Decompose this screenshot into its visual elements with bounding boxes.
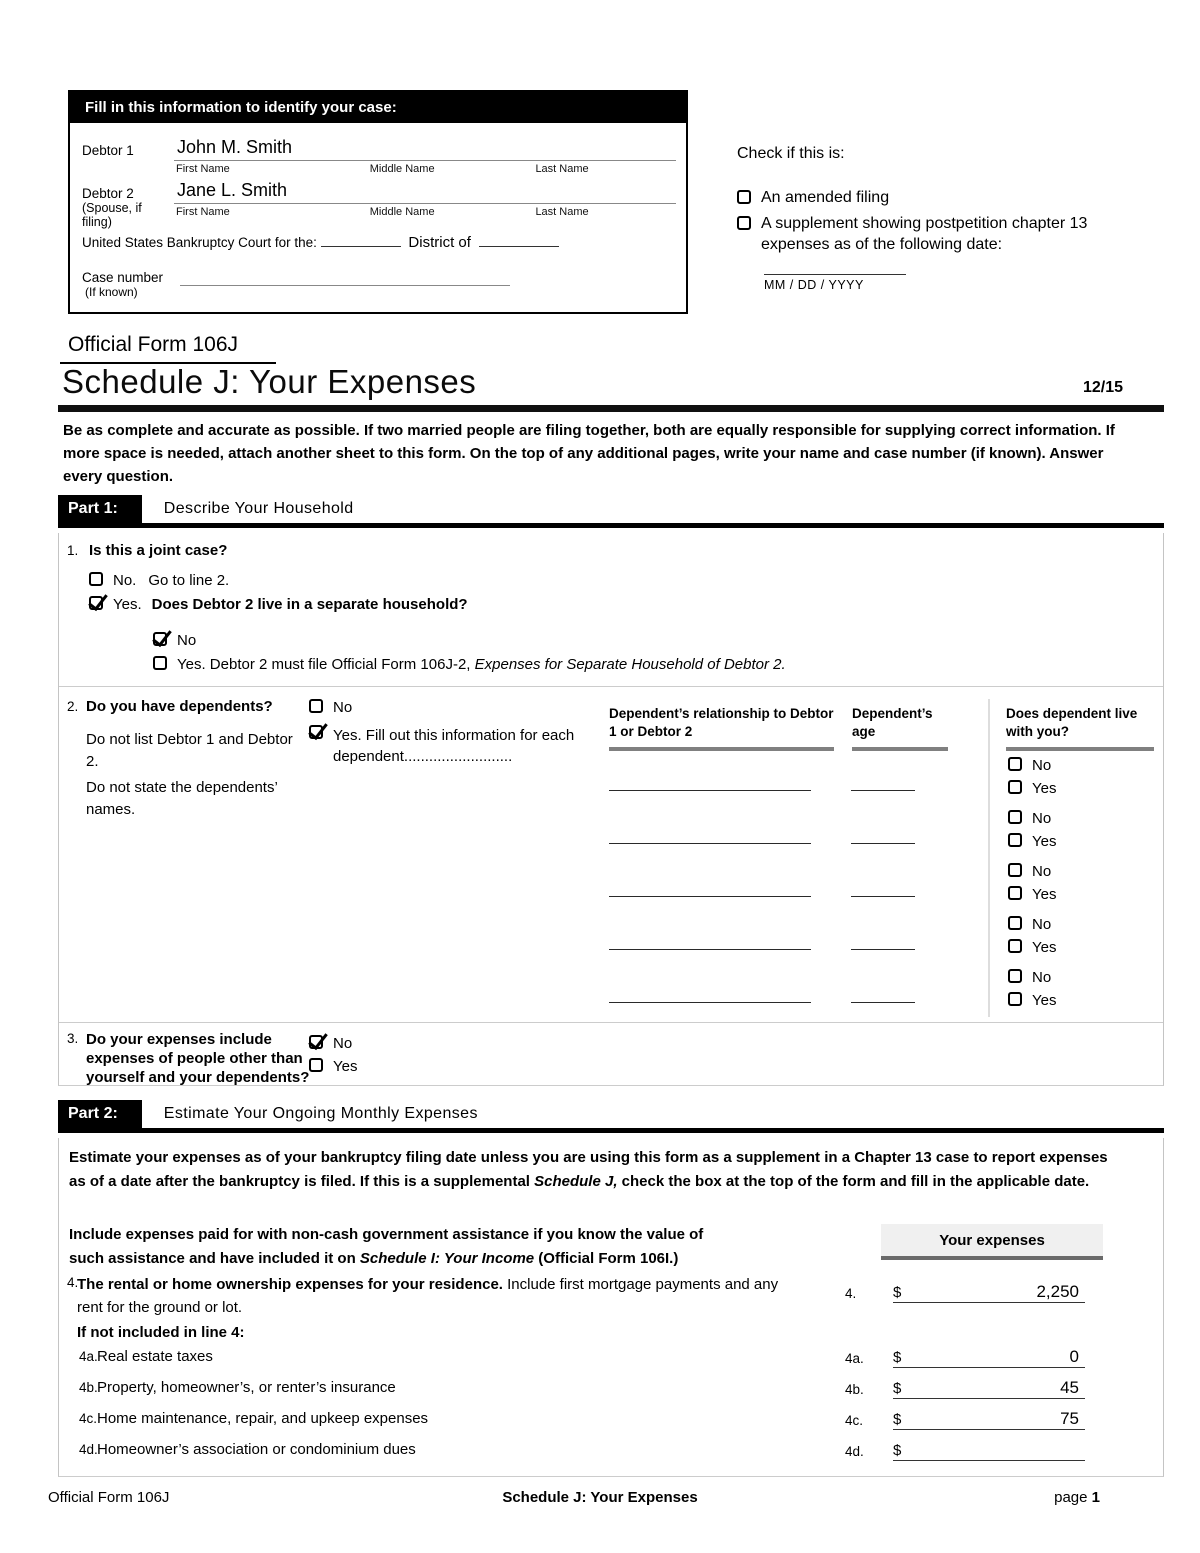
dependent3-live-no[interactable]: No <box>1008 863 1051 880</box>
line4b-amount <box>845 1375 1085 1399</box>
line4-number: 4. <box>67 1275 79 1290</box>
q3-yes-label: Yes <box>333 1058 358 1075</box>
live-yes-checkbox[interactable] <box>1008 780 1022 794</box>
q1-sub-no-label: No <box>177 632 197 649</box>
your-expenses-header: Your expenses <box>881 1224 1103 1260</box>
check-if-block <box>737 145 1157 292</box>
part1-header <box>58 495 1164 528</box>
court-name-field[interactable] <box>321 235 401 247</box>
q2-no-checkbox[interactable] <box>309 699 323 713</box>
title-rule <box>58 405 1164 412</box>
line4c-amount <box>845 1406 1085 1430</box>
supplement-date-field[interactable] <box>764 265 906 275</box>
dependent-relationship-field[interactable] <box>609 832 811 844</box>
dollar-sign: $ <box>893 1380 902 1397</box>
page-title: Schedule J: Your Expenses <box>62 363 477 400</box>
line4b-amount-value: 45 <box>1060 1378 1079 1397</box>
q2-note2: Do not state the dependents’ names. <box>86 779 278 818</box>
middle-name-label: Middle Name <box>369 163 435 175</box>
dependent1-live-no[interactable]: No <box>1008 757 1051 774</box>
dependent-age-field[interactable] <box>851 991 915 1003</box>
dependents-col2-header: Dependent’s age <box>852 706 933 739</box>
dependent-relationship-field[interactable] <box>609 779 811 791</box>
dependent2-live-no[interactable]: No <box>1008 810 1051 827</box>
line4d-number: 4d. <box>79 1442 98 1457</box>
col3-header-rule <box>1006 747 1154 751</box>
first-name-label: First Name <box>176 206 230 218</box>
live-yes-checkbox[interactable] <box>1008 886 1022 900</box>
live-yes-checkbox[interactable] <box>1008 939 1022 953</box>
schedule-j-reference: Schedule J, <box>534 1173 618 1190</box>
line4a-amount-number: 4a. <box>845 1351 864 1366</box>
line4a-amount <box>845 1344 1085 1368</box>
q2-no-option[interactable] <box>309 699 352 716</box>
live-no-checkbox[interactable] <box>1008 757 1022 771</box>
part2-title: Estimate Your Ongoing Monthly Expenses <box>163 1105 478 1122</box>
q2-yes-checkbox-checked[interactable] <box>309 725 323 739</box>
q1-yes-checkbox-checked[interactable] <box>89 596 103 610</box>
line4a-label: Real estate taxes <box>97 1348 213 1365</box>
info-box-header: Fill in this information to identify your case: <box>70 92 686 123</box>
dependent5-live-yes[interactable]: Yes <box>1008 992 1056 1009</box>
line4-amount-field[interactable] <box>893 1282 1085 1303</box>
court-label: United States Bankruptcy Court for the: <box>82 235 317 250</box>
case-number-row <box>82 270 676 299</box>
q2-note1: Do not list Debtor 1 and Debtor 2. <box>86 731 293 770</box>
line4b-number: 4b. <box>79 1380 98 1395</box>
part2-instructions-1: Estimate your expenses as of your bankruptcy filing date unless you are using this form as a supplement in a Chapter 13 case to report expenses as of a date after the bankruptcy is filed. If this is a supplemental Schedule J, check the box at the top of the form and fill in the applicable date. <box>69 1149 1108 1190</box>
check-if-title: Check if this is: <box>737 145 845 162</box>
q2-yes-option[interactable] <box>309 725 585 767</box>
footer-page-label: page <box>1054 1489 1092 1506</box>
debtor1-label: Debtor 1 <box>82 143 134 158</box>
first-name-label: First Name <box>176 163 230 175</box>
dependent2-live-yes[interactable]: Yes <box>1008 833 1056 850</box>
amended-filing-checkbox[interactable] <box>737 190 751 204</box>
question-3-row <box>59 1022 1163 1086</box>
dependent-age-field[interactable] <box>851 779 915 791</box>
date-format-label: MM / DD / YYYY <box>764 278 864 292</box>
line4c-label: Home maintenance, repair, and upkeep expenses <box>97 1410 429 1427</box>
q1-no-label: No. <box>113 572 137 589</box>
question-1-row <box>59 533 1163 686</box>
footer-page-number: 1 <box>1091 1489 1100 1506</box>
case-number-sublabel: (If known) <box>85 285 138 299</box>
q1-no-checkbox[interactable] <box>89 572 103 586</box>
q2-no-label: No <box>333 699 353 716</box>
part1-title: Describe Your Household <box>163 500 354 517</box>
line4c-amount-value: 75 <box>1060 1409 1079 1428</box>
footer-form-title: Schedule J: Your Expenses <box>502 1489 698 1506</box>
footer-page <box>1054 1489 1100 1506</box>
line4c-amount-number: 4c. <box>845 1413 864 1428</box>
district-label: District of <box>408 234 471 251</box>
dependent-relationship-field[interactable] <box>609 885 811 897</box>
case-number-field[interactable] <box>180 270 510 286</box>
q2-question: Do you have dependents? <box>86 698 273 715</box>
dependent4-live-no[interactable]: No <box>1008 916 1051 933</box>
q1-yes-option[interactable] <box>89 596 468 613</box>
amended-filing-label: An amended filing <box>761 189 890 206</box>
line4-label: The rental or home ownership expenses for your residence. Include first mortgage payments and any rent for the ground or lot. <box>77 1276 779 1316</box>
line4a-number: 4a. <box>79 1349 98 1364</box>
line4d-amount-number: 4d. <box>845 1444 864 1459</box>
line4d-amount <box>845 1437 1085 1461</box>
q1-sub-yes-checkbox[interactable] <box>153 656 167 670</box>
live-yes-checkbox[interactable] <box>1008 992 1022 1006</box>
line4b-label: Property, homeowner’s, or renter’s insurance <box>97 1379 396 1396</box>
q1-no-option[interactable] <box>89 572 229 589</box>
line4a-amount-field[interactable] <box>893 1347 1085 1368</box>
line4-amount-value: 2,250 <box>1036 1282 1079 1301</box>
line4a-amount-value: 0 <box>1069 1347 1079 1366</box>
supplement-label: A supplement showing postpetition chapter 13 expenses as of the following date: <box>761 215 1088 253</box>
q1-sub-no-checkbox-checked[interactable] <box>153 632 167 646</box>
dependents-col3-header: Does dependent live with you? <box>1006 706 1138 739</box>
footer-form-number: Official Form 106J <box>48 1489 170 1506</box>
court-row <box>82 234 676 251</box>
q3-number: 3. <box>67 1031 79 1046</box>
form-version: 12/15 <box>1082 379 1123 396</box>
q1-sub-yes-form-name: Expenses for Separate Household of Debtor 2. <box>474 656 786 673</box>
q1-question: Is this a joint case? <box>89 542 228 559</box>
supplement-option[interactable] <box>737 213 1157 255</box>
debtor2-sublabel: (Spouse, if filing) <box>82 201 142 229</box>
amended-filing-option[interactable] <box>737 187 1157 208</box>
last-name-label: Last Name <box>535 163 589 175</box>
line4c-number: 4c. <box>79 1411 98 1426</box>
q2-yes-label: Yes. Fill out this information for each dependent.......................... <box>333 727 575 765</box>
dependent4-live-yes[interactable]: Yes <box>1008 939 1056 956</box>
q3-yes-checkbox[interactable] <box>309 1058 323 1072</box>
dollar-sign: $ <box>893 1349 902 1366</box>
q1-yes-question: Does Debtor 2 live in a separate household? <box>151 596 468 613</box>
q3-no-label: No <box>333 1035 353 1052</box>
live-yes-checkbox[interactable] <box>1008 833 1022 847</box>
line4c-amount-field[interactable] <box>893 1409 1085 1430</box>
dependent-age-field[interactable] <box>851 885 915 897</box>
part1-body <box>58 533 1164 1086</box>
col2-header-rule <box>852 747 948 751</box>
dependent1-live-yes[interactable]: Yes <box>1008 780 1056 797</box>
middle-name-label: Middle Name <box>369 206 435 218</box>
dependent-relationship-field[interactable] <box>609 991 811 1003</box>
q1-yes-label: Yes. <box>113 596 142 613</box>
case-identification-box <box>68 90 688 314</box>
q1-number: 1. <box>67 543 79 558</box>
live-no-checkbox[interactable] <box>1008 916 1022 930</box>
supplement-checkbox[interactable] <box>737 216 751 230</box>
part1-label: Part 1: <box>58 495 142 523</box>
q1-sub-no-option[interactable] <box>153 632 196 649</box>
line4-amount-number: 4. <box>845 1286 857 1301</box>
q1-no-rest: Go to line 2. <box>148 572 230 589</box>
dollar-sign: $ <box>893 1442 902 1459</box>
last-name-label: Last Name <box>535 206 589 218</box>
form-number: Official Form 106J <box>60 333 276 364</box>
dollar-sign: $ <box>893 1284 902 1301</box>
line4d-label: Homeowner’s association or condominium dues <box>97 1441 416 1458</box>
debtor1-name-field[interactable]: John M. Smith <box>174 137 676 161</box>
dependents-col1-header: Dependent’s relationship to Debtor 1 or Debtor 2 <box>609 706 834 739</box>
dependent5-live-no[interactable]: No <box>1008 969 1051 986</box>
live-no-checkbox[interactable] <box>1008 969 1022 983</box>
district-field[interactable] <box>479 235 559 247</box>
dependent-relationship-field[interactable] <box>609 938 811 950</box>
schedule-i-reference: Schedule I: Your Income <box>359 1250 535 1267</box>
part2-body <box>58 1138 1164 1477</box>
line4d-amount-field[interactable] <box>893 1442 1085 1461</box>
form-instructions: Be as complete and accurate as possible. If two married people are filing together, both are equally responsible for supplying correct information. If more space is needed, attach another sheet to this form. On the top of any additional pages, write your name and case number (if known). Answer every question. <box>63 422 1115 485</box>
dependent-age-field[interactable] <box>851 938 915 950</box>
q2-number: 2. <box>67 699 79 714</box>
live-no-checkbox[interactable] <box>1008 810 1022 824</box>
if-not-included-label: If not included in line 4: <box>77 1324 245 1341</box>
q3-question: Do your expenses include expenses of people other than yourself and your dependents? <box>86 1031 310 1086</box>
q3-yes-option[interactable] <box>309 1058 357 1075</box>
dollar-sign: $ <box>893 1411 902 1428</box>
part2-label: Part 2: <box>58 1100 142 1128</box>
question-2-row <box>59 686 1163 1022</box>
q1-sub-yes-option[interactable] <box>153 656 786 673</box>
part2-instructions-2: Include expenses paid for with non-cash government assistance if you know the value of such assistance and have included it on Schedule I: Your Income (Official Form 106I.) <box>69 1226 704 1267</box>
line4b-amount-field[interactable] <box>893 1378 1085 1399</box>
q1-sub-yes-label: Yes. Debtor 2 must file Official Form 106J-2, <box>177 656 475 673</box>
case-number-label: Case number <box>82 270 164 285</box>
dependent3-live-yes[interactable]: Yes <box>1008 886 1056 903</box>
q3-no-checkbox-checked[interactable] <box>309 1035 323 1049</box>
dependent-age-field[interactable] <box>851 832 915 844</box>
part2-header <box>58 1100 1164 1133</box>
debtor2-name-sublabels <box>174 204 676 218</box>
debtor2-name-field[interactable]: Jane L. Smith <box>174 180 676 204</box>
line4-amount <box>845 1279 1085 1303</box>
table-divider <box>988 699 990 1017</box>
live-no-checkbox[interactable] <box>1008 863 1022 877</box>
col1-header-rule <box>609 747 834 751</box>
debtor2-label: Debtor 2 (Spouse, if filing) <box>82 180 174 229</box>
debtor1-name-sublabels <box>174 161 676 175</box>
line4b-amount-number: 4b. <box>845 1382 864 1397</box>
q3-no-option[interactable] <box>309 1035 352 1052</box>
